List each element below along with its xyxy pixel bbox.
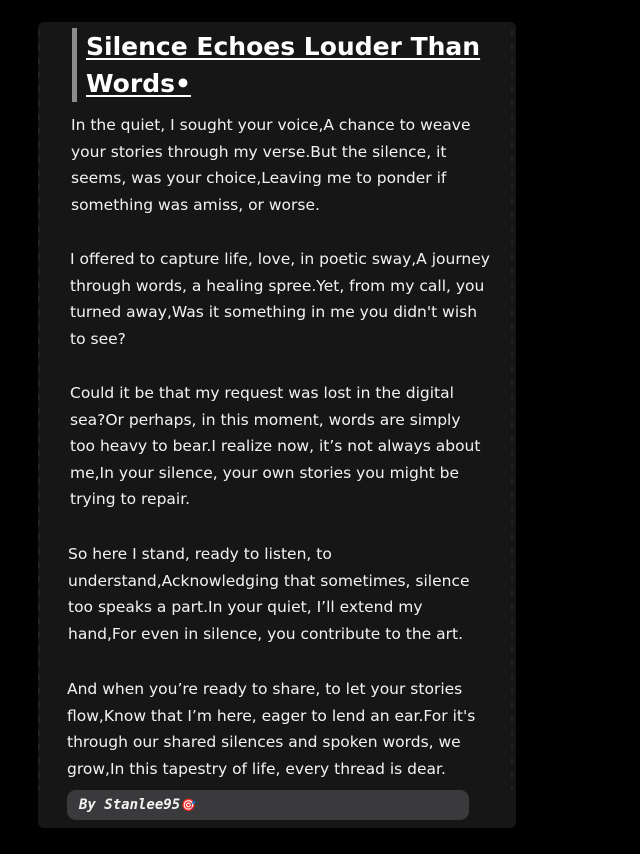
byline-label	[79, 796, 196, 814]
panel-left-edge	[38, 30, 40, 790]
byline-pill	[67, 790, 469, 820]
poem-stanza-4: So here I stand, ready to listen, to understand,Acknowledging that sometimes, silence too speaks a part.In your quiet, I’ll extend my hand,For even in silence, you contribute to the art.	[68, 545, 470, 643]
poem-stanza-2: I offered to capture life, love, in poetic sway,A journey through words, a healing spree.Yet, from my call, you turned away,Was it something in me you didn't wish to see?	[70, 250, 490, 348]
poem-stanza-3: Could it be that my request was lost in the digital sea?Or perhaps, in this moment, words are simply too heavy to bear.I realize now, it’s not always about me,In your silence, your own stories you might be trying to repair.	[70, 384, 481, 508]
panel-right-edge	[511, 30, 513, 790]
poem-title: Silence Echoes Louder Than Words•	[86, 32, 481, 98]
target-icon: 🎯	[181, 798, 197, 812]
poem-stanza-1: In the quiet, I sought your voice,A chance to weave your stories through my verse.But the silence, it seems, was your choice,Leaving me to ponder if something was amiss, or worse.	[71, 116, 471, 214]
byline-author: By Stanlee95	[79, 797, 181, 813]
title-accent-bar	[72, 28, 77, 102]
poem-stanza-5: And when you’re ready to share, to let your stories flow,Know that I’m here, eager to lend an ear.For it's through our shared silences and spoken words, we grow,In this tapestry of life, every thread is dear.	[67, 680, 476, 778]
